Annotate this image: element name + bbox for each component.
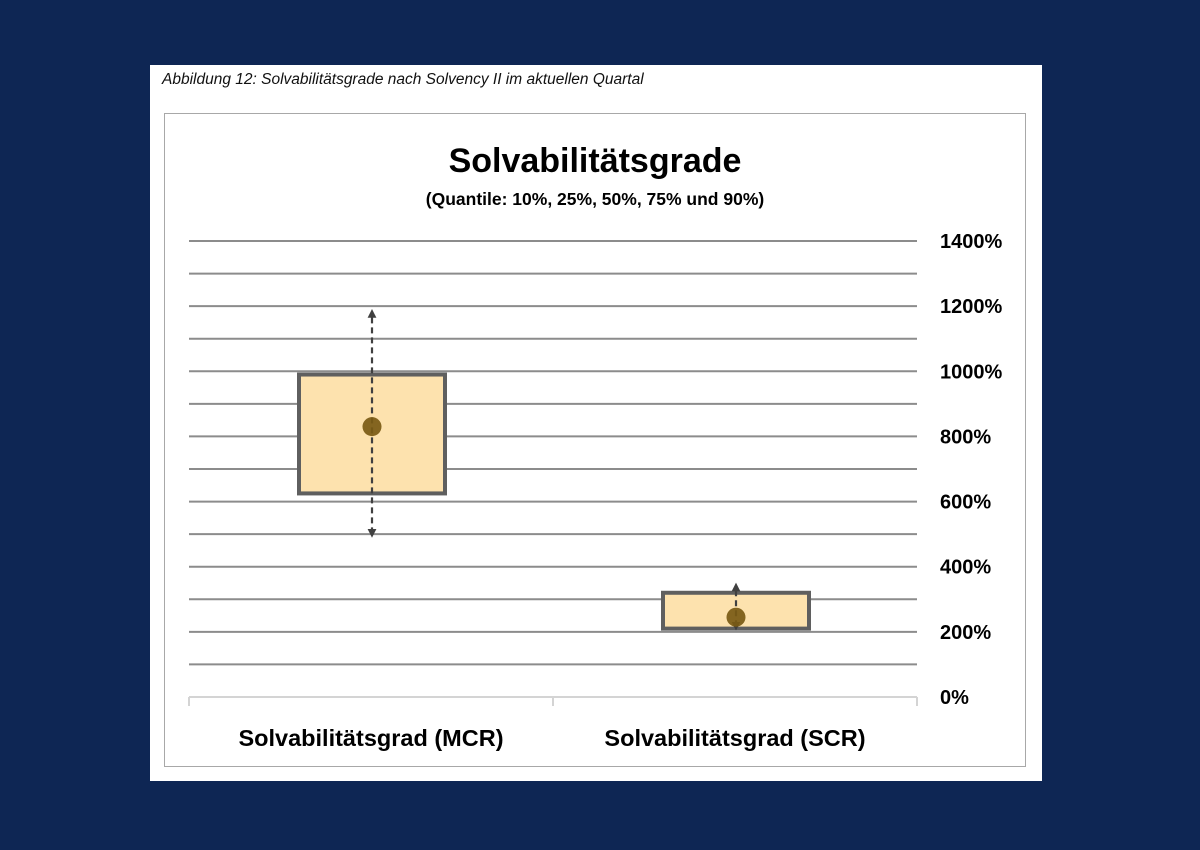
x-category-label: Solvabilitätsgrad (SCR) [604,725,866,751]
box-plot-chart [165,114,1025,766]
chart-title: Solvabilitätsgrade [448,142,742,180]
figure-caption: Abbildung 12: Solvabilitätsgrade nach Solvency II im aktuellen Quartal [162,71,644,88]
y-tick-label: 0% [940,687,969,709]
median-marker [363,417,382,436]
figure-panel [150,65,1042,781]
median-marker [727,608,746,627]
chart-frame [164,113,1026,767]
y-tick-label: 1200% [940,296,1003,319]
y-tick-label: 200% [940,621,992,644]
y-tick-label: 800% [940,426,992,449]
y-tick-label: 600% [940,491,992,514]
x-category-label: Solvabilitätsgrad (MCR) [238,725,504,751]
y-tick-label: 1400% [940,231,1003,253]
chart-subtitle: (Quantile: 10%, 25%, 50%, 75% und 90%) [425,189,765,209]
y-tick-label: 1000% [940,361,1003,384]
y-tick-label: 400% [940,556,992,579]
